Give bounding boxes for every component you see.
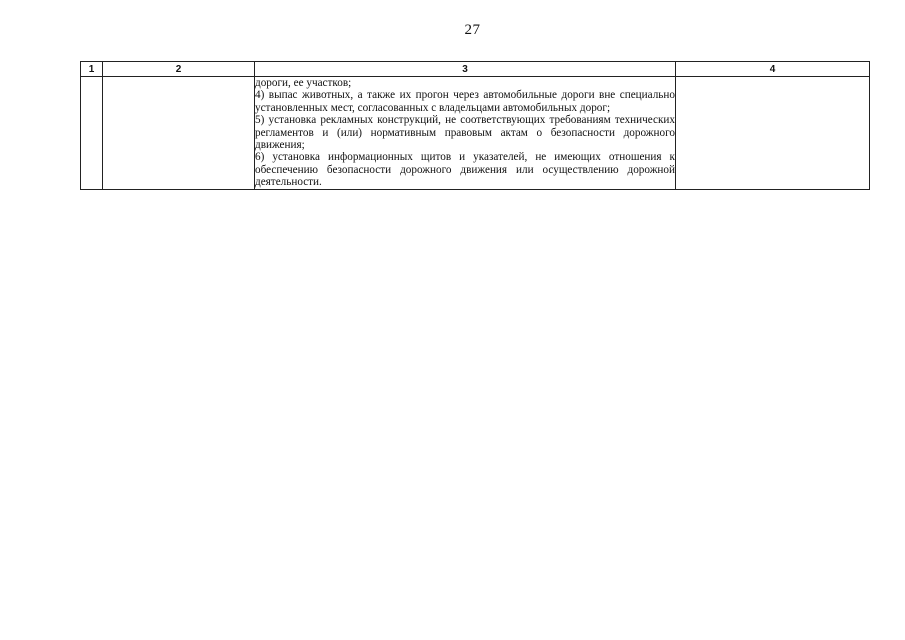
table-cell-1 bbox=[81, 77, 103, 190]
column-header-3: 3 bbox=[255, 62, 676, 77]
paragraph-item-5: 5) установка рекламных конструкций, не соответствующих требованиям технических регламентов и (или) нормативным правовым актам о безопасности дорожного движения; bbox=[255, 114, 675, 152]
table-header-row bbox=[81, 62, 870, 77]
paragraph-item-4: 4) выпас животных, а также их прогон через автомобильные дороги вне специально установленных мест, согласованных с владельцами автомобильных дорог; bbox=[255, 89, 675, 114]
document-table bbox=[80, 61, 870, 190]
table-row bbox=[81, 77, 870, 190]
table-cell-2 bbox=[103, 77, 255, 190]
column-header-1: 1 bbox=[81, 62, 103, 77]
column-header-4: 4 bbox=[676, 62, 870, 77]
table-cell-3 bbox=[255, 77, 676, 190]
column-header-2: 2 bbox=[103, 62, 255, 77]
paragraph-road-sections: дороги, ее участков; bbox=[255, 77, 352, 89]
table-cell-4 bbox=[676, 77, 870, 190]
paragraph-item-6: 6) установка информационных щитов и указателей, не имеющих отношения к обеспечению безопасности дорожного движения или осуществлению дорожной деятельности. bbox=[255, 151, 675, 189]
page-number: 27 bbox=[464, 22, 481, 38]
